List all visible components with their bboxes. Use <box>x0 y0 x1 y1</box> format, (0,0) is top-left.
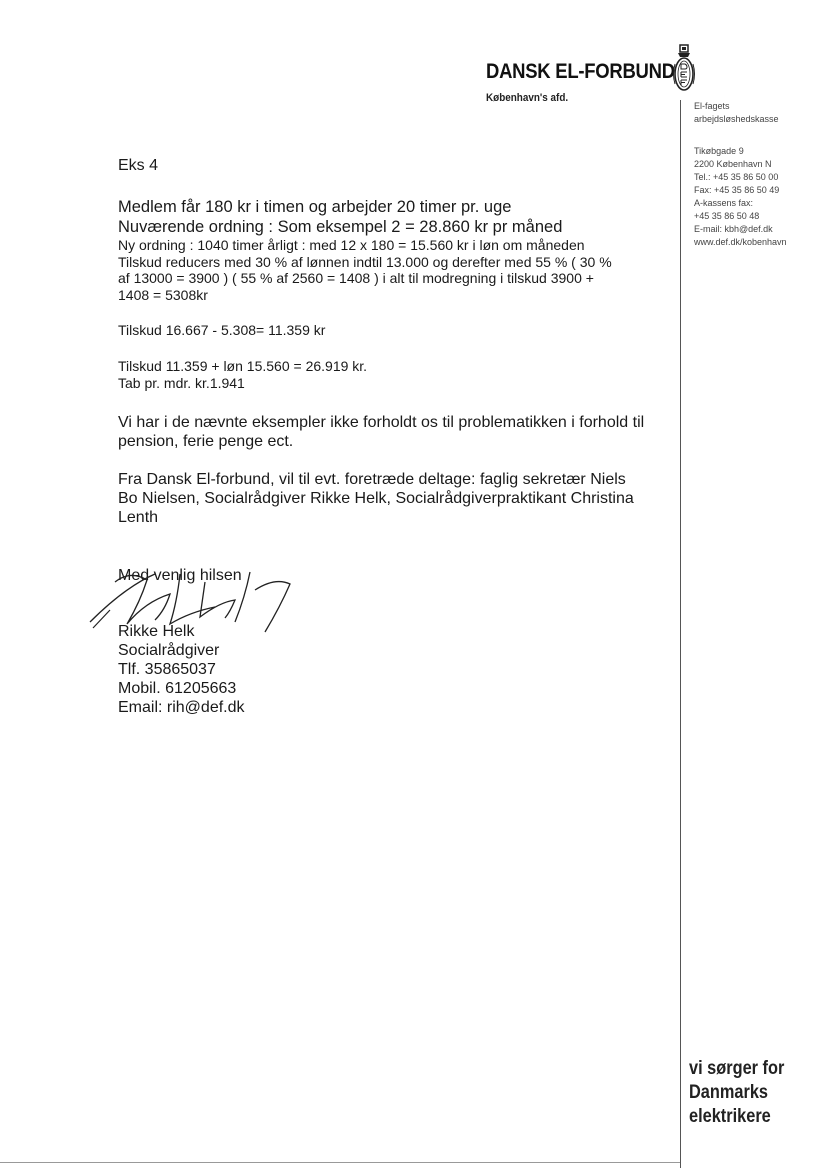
calculation-total <box>118 358 678 391</box>
sidebar-dept-line: El-fagets <box>694 101 730 111</box>
signature-block <box>118 622 678 717</box>
signer-mobile: Mobil. 61205663 <box>118 680 237 697</box>
sidebar-department <box>694 100 779 126</box>
text-line: Lenth <box>118 509 159 526</box>
branch-name: København's afd. <box>486 92 569 104</box>
text-line: Vi har i de nævnte eksempler ikke forholdt os til problematikken i forhold til <box>118 414 645 431</box>
paragraph-member-case <box>118 197 678 237</box>
sidebar-contact <box>694 145 787 249</box>
text-line: 1408 = 5308kr <box>118 286 208 303</box>
paragraph-participants <box>118 470 678 527</box>
text-line: Tilskud reducers med 30 % af lønnen indtil 13.000 og derefter med 55 % ( 30 % <box>118 253 612 270</box>
calculation-subsidy: Tilskud 16.667 - 5.308= 11.359 kr <box>118 322 326 338</box>
paragraph-new-scheme <box>118 237 678 303</box>
margin-divider <box>680 100 681 1168</box>
text-line: Fra Dansk El-forbund, vil til evt. foretræde deltage: faglig sekretær Niels <box>118 471 626 488</box>
sidebar-phone: Tel.: +45 35 86 50 00 <box>694 172 779 182</box>
text-line: Medlem får 180 kr i timen og arbejder 20 timer pr. uge <box>118 198 512 216</box>
sidebar-fax: Fax: +45 35 86 50 49 <box>694 185 780 195</box>
text-line: Ny ordning : 1040 timer årligt : med 12 x 180 = 15.560 kr i løn om måneden <box>118 237 585 253</box>
page-bottom-edge <box>0 1162 680 1163</box>
sidebar-dept-line: arbejdsløshedskasse <box>694 114 779 124</box>
paragraph-pension-note <box>118 413 678 451</box>
sidebar-akasse-fax-label: A-kassens fax: <box>694 198 754 208</box>
slogan-line: vi sørger for <box>689 1058 785 1079</box>
sidebar-email: E-mail: kbh@def.dk <box>694 224 773 234</box>
sidebar-city: 2200 København N <box>694 159 772 169</box>
text-line: Nuværende ordning : Som eksempel 2 = 28.860 kr pr måned <box>118 218 563 236</box>
signer-phone: Tlf. 35865037 <box>118 661 216 678</box>
letter-heading: Eks 4 <box>118 157 159 174</box>
slogan-line: Danmarks <box>689 1082 769 1103</box>
signer-title: Socialrådgiver <box>118 642 220 659</box>
text-line: Tab pr. mdr. kr.1.941 <box>118 374 245 391</box>
text-line: pension, ferie penge ect. <box>118 433 294 450</box>
closing-greeting: Med venlig hilsen <box>118 567 242 584</box>
slogan <box>689 1057 784 1129</box>
text-line: Bo Nielsen, Socialrådgiver Rikke Helk, Socialrådgiverpraktikant Christina <box>118 490 634 507</box>
text-line: af 13000 = 3900 ) ( 55 % af 2560 = 1408 ) i alt til modregning i tilskud 3900 + <box>118 270 594 286</box>
sidebar-website: www.def.dk/kobenhavn <box>694 237 787 247</box>
sidebar-akasse-fax: +45 35 86 50 48 <box>694 211 760 221</box>
union-emblem-logo <box>670 44 698 94</box>
signer-email: Email: rih@def.dk <box>118 699 245 716</box>
signer-name: Rikke Helk <box>118 623 195 640</box>
slogan-line: elektrikere <box>689 1106 771 1127</box>
organization-name: DANSK EL-FORBUND <box>486 60 675 83</box>
sidebar-address: Tikøbgade 9 <box>694 146 744 156</box>
text-line: Tilskud 11.359 + løn 15.560 = 26.919 kr. <box>118 358 368 374</box>
